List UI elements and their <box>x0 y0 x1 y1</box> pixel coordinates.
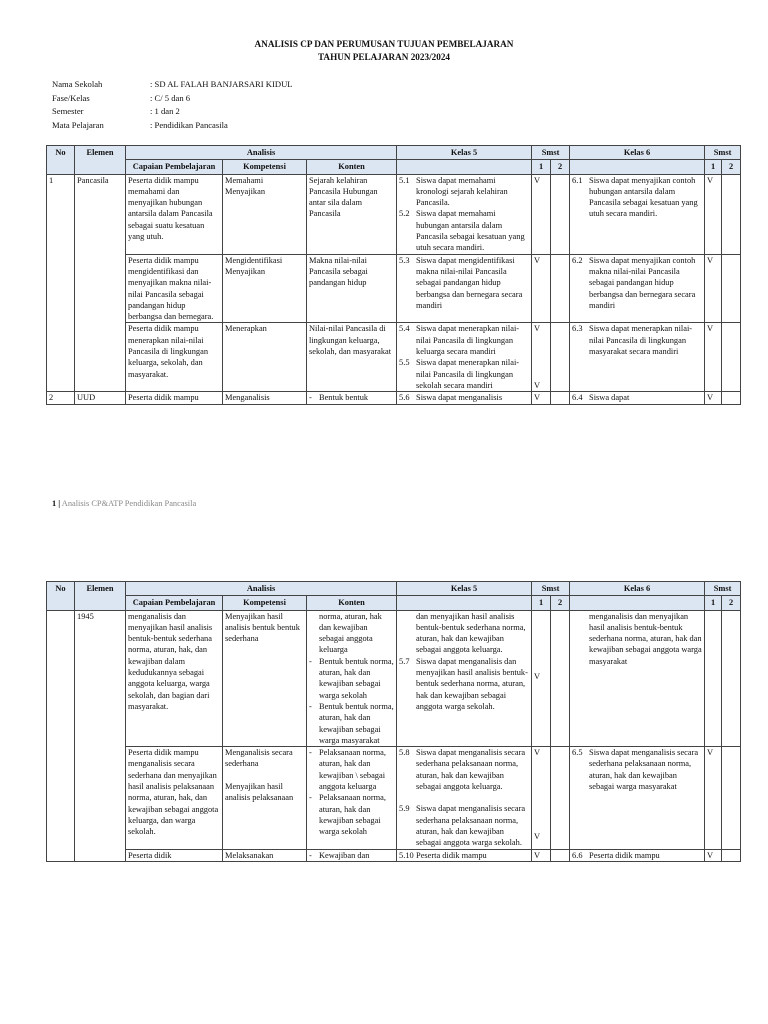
cell-smst-2 <box>551 849 570 861</box>
cell-smst-2 <box>722 323 741 392</box>
tp-number: 5.7 <box>399 656 410 666</box>
tp-number: 6.3 <box>572 324 583 334</box>
cell-smst-2 <box>551 747 570 849</box>
tp-text: Siswa dapat menganalisis secara sederhana pelaksanaan norma, aturan, hak dan kewajiban sebagai warga masyarakat <box>589 748 699 792</box>
tp-number: 6.4 <box>572 393 583 403</box>
cell-smst-2 <box>551 254 570 323</box>
kompetensi-text: Menyajikan hasil analisis pelaksanaan <box>225 781 294 803</box>
footer-text: Analisis CP&ATP Pendidikan Pancasila <box>61 499 197 508</box>
info-label: Semester <box>52 106 84 117</box>
tp-number: 5.8 <box>399 748 410 758</box>
info-label: Fase/Kelas <box>52 92 90 103</box>
cell-kompetensi: Menyajikan hasil analisis bentuk bentuk sederhana <box>223 610 307 747</box>
tp-text: menganalisis dan menyajikan hasil analisis bentuk-bentuk sederhana norma, aturan, hak dan kewajiban sebagai anggota warga masyarakat <box>589 611 702 666</box>
cell-konten <box>307 849 397 861</box>
cell-capaian: Peserta didik mampu <box>126 392 223 404</box>
tp-text: Siswa dapat memahami hubungan antarsila dalam Pancasila sebagai kesatuan yang utuh secara mandiri. <box>416 209 525 253</box>
header-blank <box>397 160 532 174</box>
tp-number: 5.4 <box>399 324 410 334</box>
cell-smst-2 <box>722 747 741 849</box>
cell-smst-2 <box>551 323 570 392</box>
cell-kompetensi <box>223 747 307 849</box>
tp-text: Siswa dapat menerapkan nilai-nilai Pancasila di lingkungan sekolah secara mandiri <box>416 358 520 390</box>
table-row <box>47 849 741 861</box>
cell-smst-1: V <box>532 849 551 861</box>
kompetensi-text: Menganalisis secara sederhana <box>225 748 293 769</box>
table-row <box>47 747 741 849</box>
header-kelas-6: Kelas 6 <box>570 146 705 160</box>
cell-kompetensi: Melaksanakan <box>223 849 307 861</box>
info-value: : Pendidikan Pancasila <box>150 119 228 130</box>
tp-item <box>399 392 529 403</box>
header-konten: Konten <box>307 596 397 610</box>
tp-number: 5.3 <box>399 255 410 265</box>
cell-konten: Sejarah kelahiran Pancasila Hubungan antar sila dalam Pancasila <box>307 174 397 254</box>
cell-kelas-5 <box>397 392 532 404</box>
header-smst-1: 1 <box>705 160 722 174</box>
header-elemen: Elemen <box>75 146 126 175</box>
header-smst: Smst <box>532 582 570 596</box>
tp-number: 5.5 <box>399 358 410 368</box>
tp-text: Siswa dapat menganalisis secara sederhana pelaksanaan norma, aturan, hak dan kewajiban sebagai anggota keluarga. <box>416 748 526 792</box>
konten-text: Bentuk bentuk norma, aturan, hak dan kewajiban sebagai warga masyarakat <box>319 701 394 745</box>
title-line-1: ANALISIS CP DAN PERUMUSAN TUJUAN PEMBELAJARAN <box>254 39 514 49</box>
konten-text: Pelaksanaan norma, aturan, hak dan kewajiban \ sebagai anggota keluarga <box>319 748 386 792</box>
cell-smst-1: V <box>705 323 722 392</box>
header-no: No <box>47 582 75 611</box>
tp-text: Siswa dapat menganalisis <box>416 393 503 403</box>
header-blank <box>397 596 532 610</box>
cell-smst-1: V <box>705 254 722 323</box>
cell-konten <box>307 392 397 404</box>
cell-konten <box>307 610 397 747</box>
info-row <box>52 105 293 119</box>
page-number: 1 | <box>52 499 61 508</box>
konten-text: Kewajiban dan <box>319 850 370 860</box>
header-analisis: Analisis <box>126 582 397 596</box>
header-smst: Smst <box>532 146 570 160</box>
cell-kelas-6 <box>570 849 705 861</box>
cell-no: 1 <box>47 174 75 392</box>
cell-kelas-6 <box>570 610 705 747</box>
info-label: Mata Pelajaran <box>52 119 104 130</box>
cell-capaian: Peserta didik mampu mengidentifikasi dan menyajikan makna nilai-nilai Pancasila sebagai pandangan hidup berbangsa dan bernegara. <box>126 254 223 323</box>
school-info <box>52 78 293 132</box>
tp-text: Siswa dapat menganalisis secara sederhana pelaksanaan norma, aturan, hak dan kewajiban sebagai anggota warga sekolah. <box>416 804 526 848</box>
bullet-dash: - <box>309 793 312 803</box>
table-row <box>47 323 741 392</box>
tp-number: 6.2 <box>572 255 583 265</box>
cell-kelas-6 <box>570 747 705 849</box>
bullet-dash: - <box>309 748 312 758</box>
cell-smst-1: V <box>705 174 722 254</box>
cell-kelas-5 <box>397 610 532 747</box>
info-value: : 1 dan 2 <box>150 106 180 117</box>
cell-smst-2 <box>722 392 741 404</box>
analysis-table-page-1 <box>46 145 741 405</box>
header-kelas-5: Kelas 5 <box>397 146 532 160</box>
table-row <box>47 392 741 404</box>
tp-item <box>399 803 529 848</box>
tp-text: Siswa dapat mengidentifikasi makna nilai-nilai Pancasila sebagai pandangan hidup berbangsa dan bernegara secara mandiri <box>416 255 523 310</box>
cell-elemen: 1945 <box>75 610 126 861</box>
konten-text: norma, aturan, hak dan kewajiban sebagai anggota keluarga <box>319 611 382 655</box>
tp-item <box>572 611 702 667</box>
page-footer <box>52 499 196 508</box>
header-analisis: Analisis <box>126 146 397 160</box>
cell-smst-2 <box>722 174 741 254</box>
header-smst-1: 1 <box>532 160 551 174</box>
check-mark: V <box>534 832 541 842</box>
tp-number: 6.1 <box>572 175 583 185</box>
tp-text: Siswa dapat menerapkan nilai-nilai Pancasila di lingkungan masyarakat secara mandiri <box>589 324 693 357</box>
header-capaian: Capaian Pembelajaran <box>126 160 223 174</box>
header-smst-1: 1 <box>532 596 551 610</box>
tp-item <box>399 656 529 712</box>
document-title <box>0 38 768 64</box>
cell-kompetensi: Memahami Menyajikan <box>223 174 307 254</box>
cell-no: 2 <box>47 392 75 404</box>
tp-text: Siswa dapat <box>589 393 630 403</box>
header-kelas-5: Kelas 5 <box>397 582 532 596</box>
header-smst-2: 2 <box>722 160 741 174</box>
info-row <box>52 78 293 92</box>
analysis-table-page-2 <box>46 581 741 862</box>
header-blank <box>570 596 705 610</box>
bullet-dash: - <box>309 393 312 403</box>
tp-text: Siswa dapat menerapkan nilai-nilai Pancasila di lingkungan keluarga secara mandiri <box>416 324 520 357</box>
cell-smst-1: V <box>532 254 551 323</box>
cell-kelas-5 <box>397 254 532 323</box>
tp-item <box>572 175 702 220</box>
bullet-dash: - <box>309 701 312 711</box>
table-row <box>47 254 741 323</box>
bullet-dash: - <box>309 656 312 666</box>
tp-number: 6.6 <box>572 850 583 860</box>
tp-text: Siswa dapat menganalisis dan menyajikan hasil analisis bentuk-bentuk sederhana norma, aturan, hak dan kewajiban sebagai anggota warga sekolah. <box>416 656 528 711</box>
cell-elemen: UUD <box>75 392 126 404</box>
cell-capaian: Peserta didik mampu menganalisis secara sederhana dan menyajikan hasil analisis pelaksanaan norma, aturan, hak, dan kewajiban sebagai anggota keluarga, dan warga sekolah. <box>126 747 223 849</box>
table-row <box>47 174 741 254</box>
cell-kelas-5 <box>397 747 532 849</box>
cell-kelas-6 <box>570 392 705 404</box>
konten-text: Pelaksanaan norma, aturan, hak dan kewajiban sebagai warga sekolah <box>319 793 386 837</box>
cell-capaian: Peserta didik mampu memahami dan menyajikan hubungan antarsila dalam Pancasila sebagai suatu kesatuan yang utuh. <box>126 174 223 254</box>
header-elemen: Elemen <box>75 582 126 611</box>
info-value: : SD AL FALAH BANJARSARI KIDUL <box>150 79 293 89</box>
tp-item <box>399 323 529 357</box>
header-blank <box>570 160 705 174</box>
tp-text: Peserta didik mampu <box>416 850 487 860</box>
tp-text: Siswa dapat menyajikan contoh makna nilai-nilai Pancasila sebagai pandangan hidup berbangsa dan bernegara secara mandiri <box>589 255 696 310</box>
cell-smst-2 <box>551 174 570 254</box>
header-smst-1: 1 <box>705 596 722 610</box>
header-kompetensi: Kompetensi <box>223 160 307 174</box>
cell-smst-1: V <box>705 849 722 861</box>
cell-smst-2 <box>722 849 741 861</box>
header-smst-2: 2 <box>551 160 570 174</box>
cell-konten <box>307 747 397 849</box>
cell-smst-1 <box>532 747 551 849</box>
title-line-2: TAHUN PELAJARAN 2023/2024 <box>317 52 451 62</box>
cell-kelas-6 <box>570 254 705 323</box>
check-mark: V <box>534 671 541 681</box>
cell-smst-1: V <box>705 392 722 404</box>
check-mark: V <box>534 748 541 758</box>
cell-konten: Nilai-nilai Pancasila di lingkungan keluarga, sekolah, dan masyarakat <box>307 323 397 392</box>
tp-item <box>399 357 529 391</box>
cell-smst-2 <box>722 610 741 747</box>
tp-item <box>399 747 529 792</box>
cell-smst-1: V <box>532 392 551 404</box>
cell-smst-1: V <box>705 747 722 849</box>
tp-number: 6.5 <box>572 748 583 758</box>
cell-kompetensi: Mengidentifikasi Menyajikan <box>223 254 307 323</box>
cell-smst-1 <box>532 610 551 747</box>
header-smst: Smst <box>705 146 741 160</box>
tp-item <box>399 611 529 656</box>
cell-capaian: Peserta didik <box>126 849 223 861</box>
cell-kelas-6 <box>570 323 705 392</box>
tp-item <box>572 255 702 311</box>
cell-capaian: menganalisis dan menyajikan hasil analisis bentuk-bentuk sederhana norma, aturan, hak, dan kewajiban dalam kedudukannya sebagai anggota keluarga, warga sekolah, dan bagian dari masyarakat. <box>126 610 223 747</box>
tp-text: Siswa dapat memahami kronologi sejarah kelahiran Pancasila. <box>416 175 508 208</box>
tp-number: 5.1 <box>399 175 410 185</box>
cell-smst-2 <box>551 392 570 404</box>
cell-no <box>47 610 75 861</box>
cell-elemen: Pancasila <box>75 174 126 392</box>
cell-smst-1 <box>532 323 551 392</box>
tp-text: Siswa dapat menyajikan contoh hubungan antarsila dalam Pancasila sebagai kesatuan yang utuh secara mandiri. <box>589 175 698 219</box>
header-no: No <box>47 146 75 175</box>
tp-number: 5.6 <box>399 393 410 403</box>
header-kompetensi: Kompetensi <box>223 596 307 610</box>
cell-capaian: Peserta didik mampu menerapkan nilai-nilai Pancasila di lingkungan keluarga, sekolah, dan masyarakat. <box>126 323 223 392</box>
header-kelas-6: Kelas 6 <box>570 582 705 596</box>
cell-kelas-6 <box>570 174 705 254</box>
cell-smst-2 <box>722 254 741 323</box>
tp-text: dan menyajikan hasil analisis bentuk-bentuk sederhana norma, aturan, hak dan kewajiban sebagai anggota keluarga. <box>416 611 526 655</box>
info-row <box>52 119 293 133</box>
tp-item <box>399 255 529 311</box>
cell-smst-1: V <box>532 174 551 254</box>
cell-kompetensi: Menerapkan <box>223 323 307 392</box>
tp-text: Peserta didik mampu <box>589 850 660 860</box>
bullet-dash: - <box>309 850 312 860</box>
header-capaian: Capaian Pembelajaran <box>126 596 223 610</box>
tp-item <box>572 747 702 792</box>
cell-kelas-5 <box>397 849 532 861</box>
info-label: Nama Sekolah <box>52 79 103 89</box>
konten-text: Bentuk bentuk <box>319 393 369 403</box>
tp-item <box>572 850 702 861</box>
check-mark: V <box>534 380 541 390</box>
cell-smst-1 <box>705 610 722 747</box>
cell-kelas-5 <box>397 174 532 254</box>
cell-kelas-5 <box>397 323 532 392</box>
tp-item <box>399 175 529 209</box>
header-smst: Smst <box>705 582 741 596</box>
tp-number: 5.9 <box>399 804 410 814</box>
tp-number: 5.10 <box>399 850 414 860</box>
tp-item <box>572 323 702 357</box>
konten-text: Bentuk bentuk norma, aturan, hak dan kewajiban sebagai warga sekolah <box>319 656 394 700</box>
info-row <box>52 92 293 106</box>
cell-smst-2 <box>551 610 570 747</box>
cell-konten: Makna nilai-nilai Pancasila sebagai pandangan hidup <box>307 254 397 323</box>
cell-kompetensi: Menganalisis <box>223 392 307 404</box>
table-row <box>47 610 741 747</box>
tp-item <box>399 850 529 861</box>
tp-item <box>572 392 702 403</box>
header-smst-2: 2 <box>722 596 741 610</box>
tp-number: 5.2 <box>399 209 410 219</box>
header-smst-2: 2 <box>551 596 570 610</box>
check-mark: V <box>534 324 541 334</box>
info-value: : C/ 5 dan 6 <box>150 92 191 103</box>
tp-item <box>399 208 529 253</box>
header-konten: Konten <box>307 160 397 174</box>
